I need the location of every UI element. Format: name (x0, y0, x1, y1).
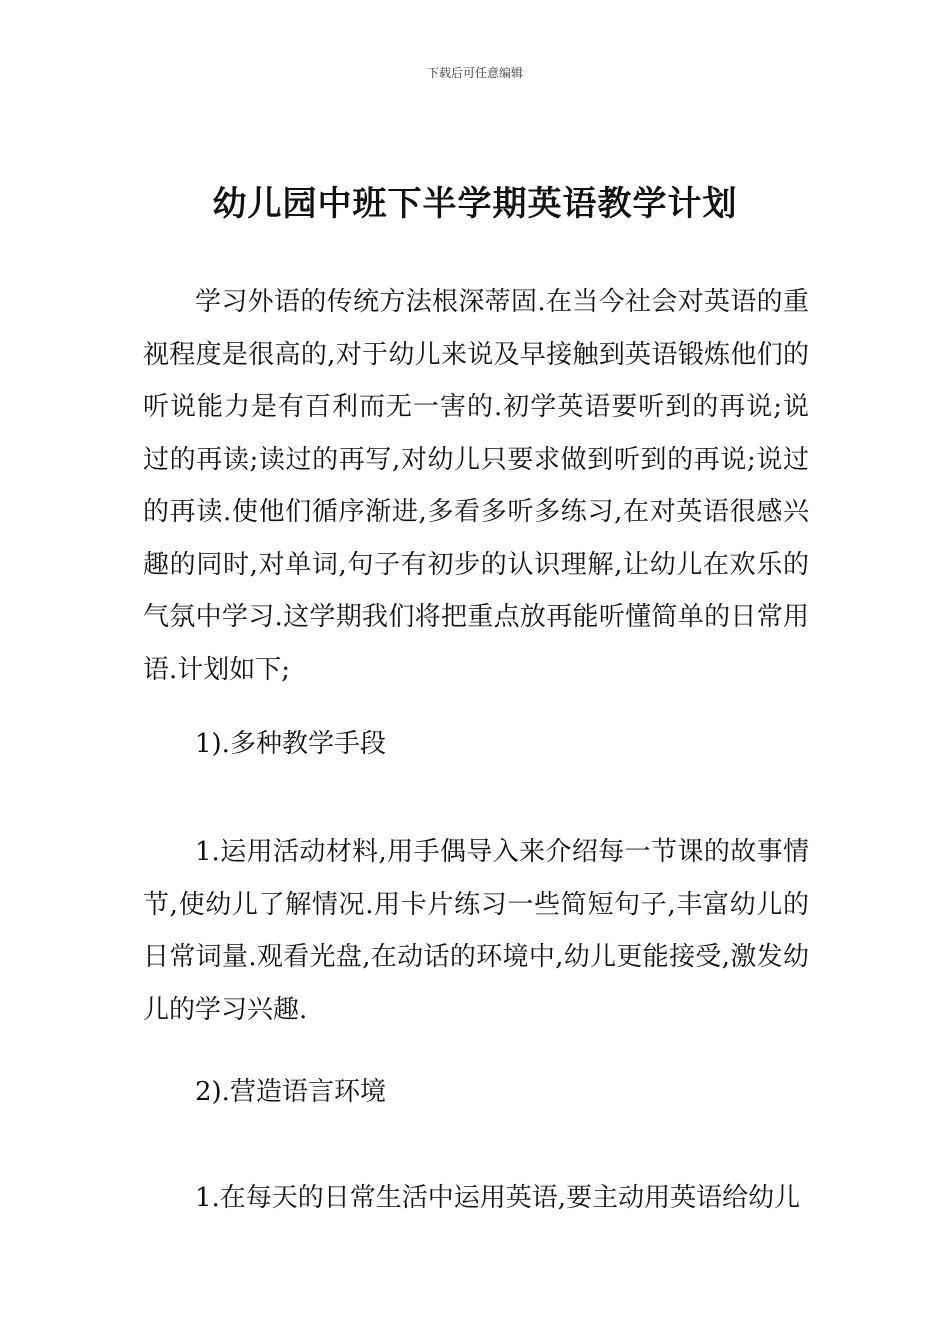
document-title: 幼儿园中班下半学期英语教学计划 (212, 184, 738, 224)
section-2-heading: 2).营造语言环境 (195, 1077, 386, 1107)
section-1-paragraph: 1.运用活动材料,用手偶导入来介绍每一节课的故事情节,使幼儿了解情况.用卡片练习一些简短句子,丰富幼儿的日常词量.观看光盘,在动话的环境中,幼儿更能接受,激发幼儿的学习兴趣. (143, 837, 809, 1025)
section-1-heading: 1).多种教学手段 (195, 729, 386, 759)
intro-paragraph: 学习外语的传统方法根深蒂固.在当今社会对英语的重视程度是很高的,对于幼儿来说及早接触到英语锻炼他们的听说能力是有百利而无一害的.初学英语要听到的再说;说过的再读;读过的再写,对幼儿只要求做到听到的再说;说过的再读.使他们循序渐进,多看多听多练习,在对英语很感兴趣的同时,对单词,句子有初步的认识理解,让幼儿在欢乐的气氛中学习.这学期我们将把重点放再能听懂简单的日常用语.计划如下; (143, 287, 809, 685)
header-note: 下载后可任意编辑 (426, 66, 523, 80)
section-2-paragraph: 1.在每天的日常生活中运用英语,要主动用英语给幼儿 (195, 1183, 801, 1213)
